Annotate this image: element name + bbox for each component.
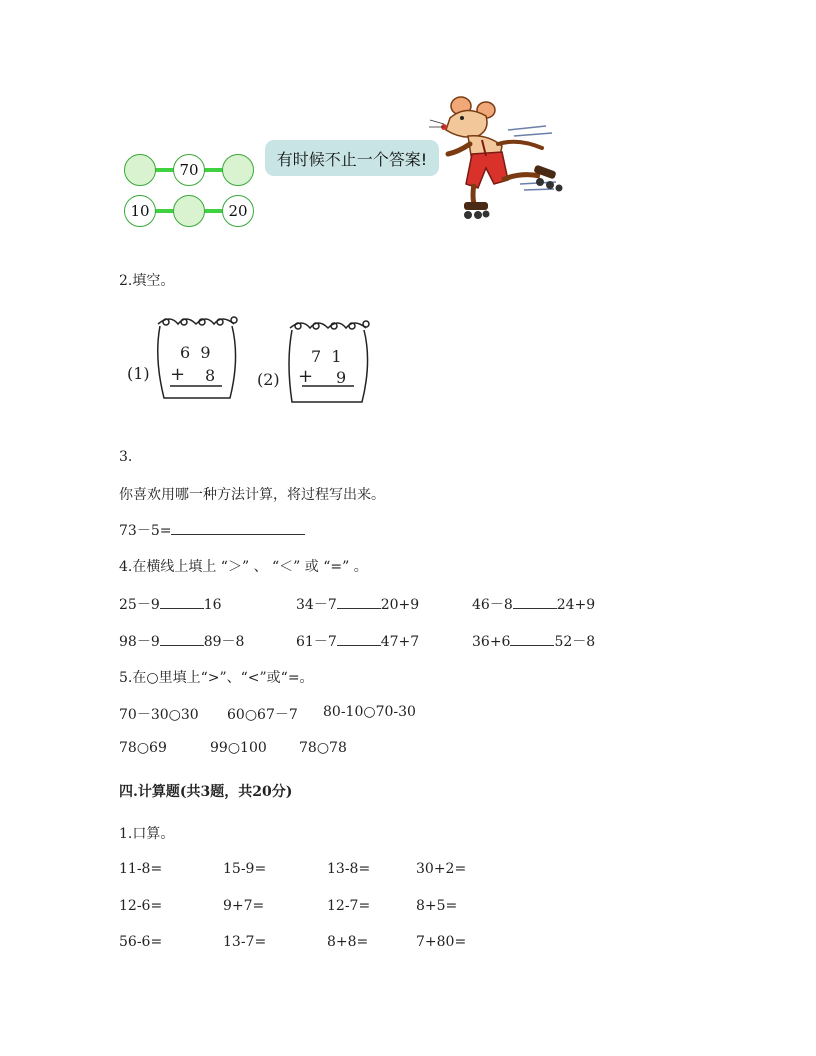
q4-left: 36+6 xyxy=(472,634,511,650)
answer-blank[interactable] xyxy=(171,520,305,535)
q2-item-2-bottom: 9 xyxy=(336,368,347,387)
q4-right: 52－8 xyxy=(554,634,596,650)
q4-row xyxy=(119,594,222,614)
q4-left: 25－9 xyxy=(119,597,160,613)
q2-item-1-label: (1) xyxy=(127,364,150,383)
q4-row xyxy=(296,594,419,614)
q4-row xyxy=(472,594,595,614)
mental-math-item: 56-6= xyxy=(119,934,163,950)
q5-item[interactable]: 80-10○70-30 xyxy=(323,704,416,720)
puzzle-circle[interactable]: 20 xyxy=(222,195,254,227)
puzzle-circle[interactable] xyxy=(124,154,156,186)
section-title: 四.计算题(共3题，共20分) xyxy=(119,784,293,800)
q3-expr-text: 73－5= xyxy=(119,523,172,539)
q2-item-1-op: + xyxy=(170,364,186,385)
q4-left: 46－8 xyxy=(472,597,513,613)
q2-item-2-label: (2) xyxy=(257,370,280,389)
q4-left: 61－7 xyxy=(296,634,337,650)
mental-math-item: 7+80= xyxy=(416,934,467,950)
q3-expression xyxy=(119,520,305,540)
puzzle-circle[interactable]: 10 xyxy=(124,195,156,227)
q4-left: 34－7 xyxy=(296,597,337,613)
q4-row xyxy=(119,631,244,651)
q5-item[interactable]: 78○78 xyxy=(299,740,347,756)
q5-item[interactable]: 60○67－7 xyxy=(227,707,298,723)
mental-math-item: 11-8= xyxy=(119,861,163,877)
q4-right: 16 xyxy=(203,597,222,613)
q4-right: 24+9 xyxy=(556,597,596,613)
q4-row xyxy=(472,631,595,651)
answer-blank[interactable] xyxy=(337,631,381,646)
q2-item-1-bottom: 8 xyxy=(205,366,216,385)
q3-instruction: 你喜欢用哪一种方法计算，将过程写出来。 xyxy=(119,487,385,503)
q4-right: 47+7 xyxy=(380,634,420,650)
q2-title: 2.填空。 xyxy=(119,273,175,289)
q2-item-2-top: 7 1 xyxy=(311,347,342,366)
mental-math-item: 8+8= xyxy=(327,934,369,950)
section4-q1-title: 1.口算。 xyxy=(119,826,175,842)
q2-item-2-op: + xyxy=(298,366,314,387)
mental-math-item: 9+7= xyxy=(223,898,265,914)
mental-math-item: 13-8= xyxy=(327,861,371,877)
skating-mouse-illustration xyxy=(428,96,568,226)
q5-item[interactable]: 70－30○30 xyxy=(119,707,199,723)
q4-right: 89－8 xyxy=(203,634,245,650)
q4-right: 20+9 xyxy=(380,597,420,613)
q5-title: 5.在○里填上“>”、“<”或“=。 xyxy=(119,670,314,686)
q4-row xyxy=(296,631,419,651)
q4-title: 4.在横线上填上 “＞” 、 “＜” 或 “=” 。 xyxy=(119,559,368,575)
answer-blank[interactable] xyxy=(337,594,381,609)
q5-item[interactable]: 99○100 xyxy=(210,740,267,756)
q3-number: 3. xyxy=(119,449,133,465)
mental-math-item: 12-6= xyxy=(119,898,163,914)
q5-item[interactable]: 78○69 xyxy=(119,740,167,756)
puzzle-circle[interactable] xyxy=(173,195,205,227)
mental-math-item: 12-7= xyxy=(327,898,371,914)
q4-left: 98－9 xyxy=(119,634,160,650)
mental-math-item: 13-7= xyxy=(223,934,267,950)
answer-blank[interactable] xyxy=(513,594,557,609)
hint-bubble: 有时候不止一个答案! xyxy=(265,140,439,176)
mental-math-item: 30+2= xyxy=(416,861,467,877)
answer-blank[interactable] xyxy=(510,631,554,646)
puzzle-circle[interactable]: 70 xyxy=(173,154,205,186)
mental-math-item: 8+5= xyxy=(416,898,458,914)
mental-math-item: 15-9= xyxy=(223,861,267,877)
answer-blank[interactable] xyxy=(160,594,204,609)
puzzle-circle[interactable] xyxy=(222,154,254,186)
answer-blank[interactable] xyxy=(160,631,204,646)
q2-item-1-top: 6 9 xyxy=(180,343,211,362)
